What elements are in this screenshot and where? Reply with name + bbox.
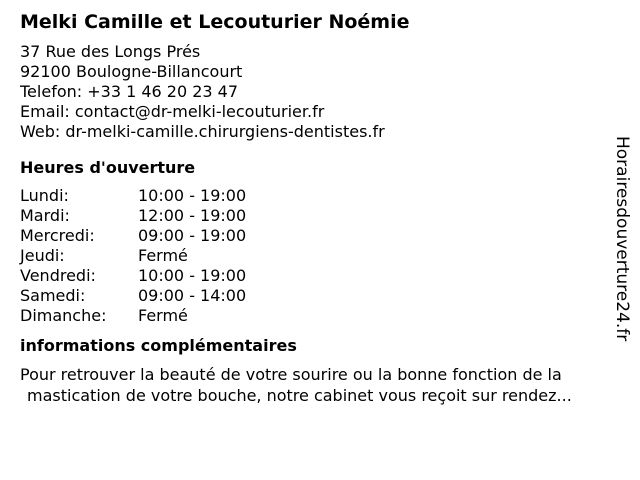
phone-number[interactable]: Telefon: +33 1 46 20 23 47 — [20, 82, 239, 101]
day-hours: 09:00 - 19:00 — [138, 226, 247, 245]
day-hours: 12:00 - 19:00 — [138, 206, 247, 225]
opening-hours-table — [20, 186, 246, 326]
day-hours: 10:00 - 19:00 — [138, 186, 247, 205]
day-hours: 10:00 - 19:00 — [138, 266, 247, 285]
hours-row-monday — [20, 186, 246, 206]
day-label: Samedi: — [20, 286, 86, 305]
day-label: Mercredi: — [20, 226, 95, 245]
hours-row-wednesday — [20, 226, 246, 246]
hours-row-friday — [20, 266, 246, 286]
day-label: Dimanche: — [20, 306, 107, 325]
description-line: Pour retrouver la beauté de votre sourire ou la bonne fonction de la — [20, 365, 562, 384]
contact-block — [20, 42, 610, 142]
hours-row-sunday — [20, 306, 246, 326]
day-label: Jeudi: — [20, 246, 65, 265]
description-line[interactable]: mastication de votre bouche, notre cabinet vous reçoit sur rendez... — [27, 386, 572, 405]
website-link[interactable]: Web: dr-melki-camille.chirurgiens-dentistes.fr — [20, 122, 385, 141]
day-label: Vendredi: — [20, 266, 96, 285]
day-label: Mardi: — [20, 206, 70, 225]
site-brand-vertical[interactable]: Horairesdouverture24.fr — [612, 136, 632, 342]
day-hours: Fermé — [138, 246, 188, 265]
business-name: Melki Camille et Lecouturier Noémie — [20, 11, 410, 33]
city-address: 92100 Boulogne-Billancourt — [20, 62, 243, 81]
day-hours: 09:00 - 14:00 — [138, 286, 247, 305]
business-card — [20, 10, 610, 406]
day-label: Lundi: — [20, 186, 69, 205]
opening-hours-heading: Heures d'ouverture — [20, 158, 196, 177]
street-address: 37 Rue des Longs Prés — [20, 42, 201, 61]
description-text — [20, 364, 620, 406]
hours-row-thursday — [20, 246, 246, 266]
hours-row-saturday — [20, 286, 246, 306]
day-hours: Fermé — [138, 306, 188, 325]
additional-info-heading: informations complémentaires — [20, 336, 297, 355]
hours-row-tuesday — [20, 206, 246, 226]
email-address[interactable]: Email: contact@dr-melki-lecouturier.fr — [20, 102, 325, 121]
